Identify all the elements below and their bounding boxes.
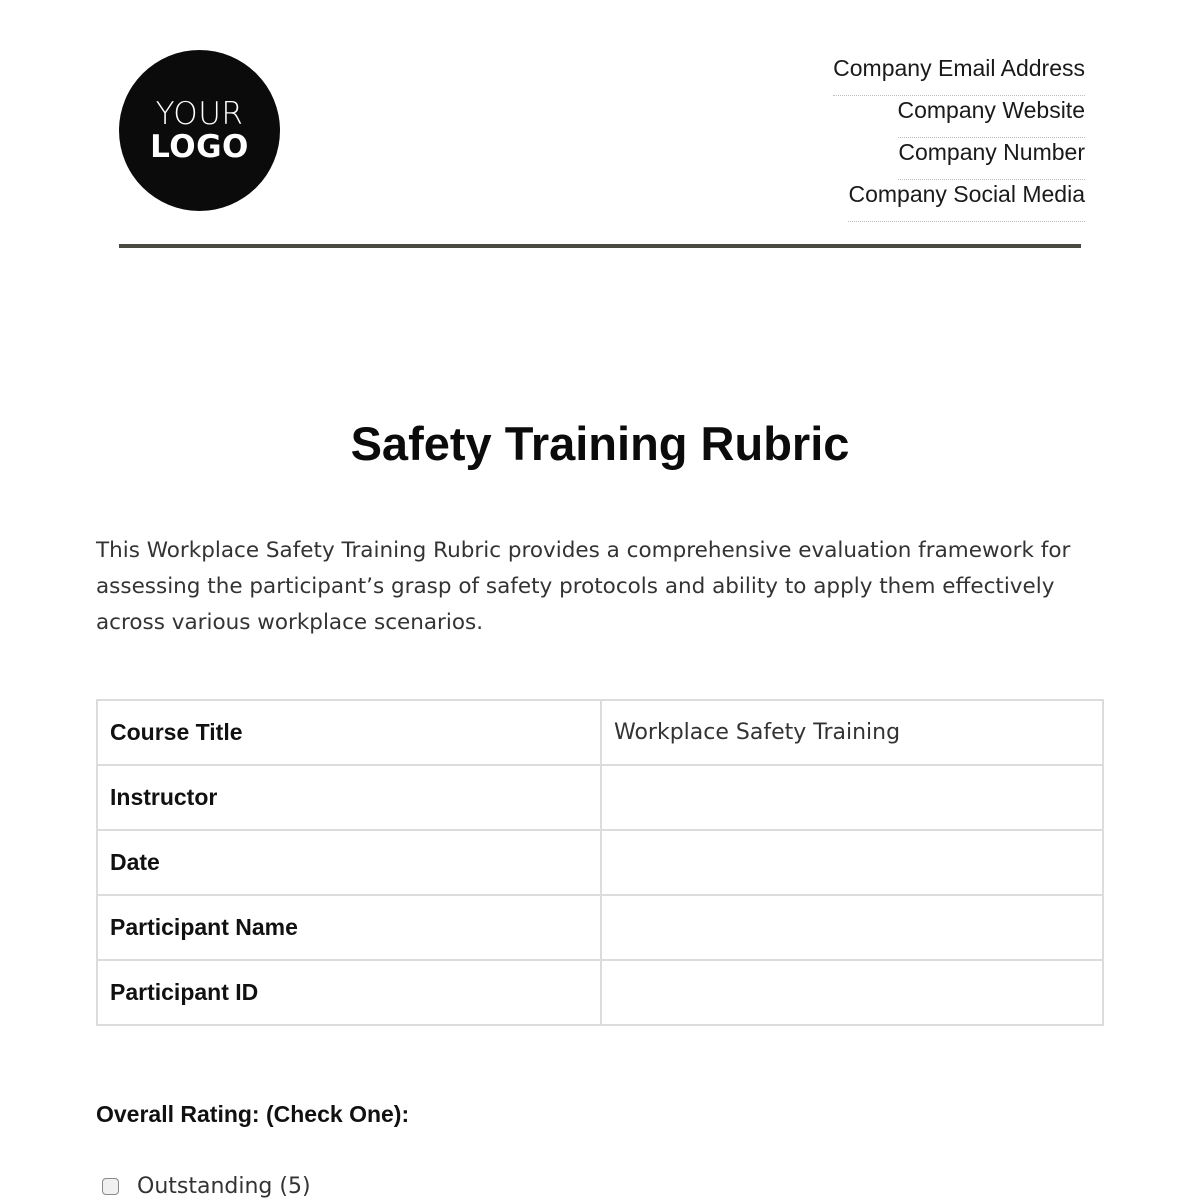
overall-rating-heading: Overall Rating: (Check One): [96,1101,410,1127]
table-row [97,700,1103,765]
instructor-value[interactable] [601,765,1103,830]
company-logo [119,50,280,211]
company-contact-block [833,54,1085,222]
course-title-label: Course Title [97,700,601,765]
outstanding-label: Outstanding (5) [137,1174,311,1199]
document-title: Safety Training Rubric [350,417,850,470]
company-social-media[interactable]: Company Social Media [848,180,1085,222]
company-number[interactable]: Company Number [898,138,1085,180]
company-email[interactable]: Company Email Address [833,54,1085,96]
date-label: Date [97,830,601,895]
header-divider [119,244,1081,248]
course-title-value[interactable]: Workplace Safety Training [601,700,1103,765]
document-intro: This Workplace Safety Training Rubric provides a comprehensive evaluation framework for assessing the participant’s grasp of safety protocols and ability to apply them effectively across various workplace scenarios. [96,538,1071,635]
rating-option-outstanding[interactable] [102,1174,311,1199]
participant-name-value[interactable] [601,895,1103,960]
instructor-label: Instructor [97,765,601,830]
outstanding-checkbox[interactable] [102,1178,119,1195]
logo-line-2: LOGO [150,128,249,165]
logo-line-1: YOUR [155,95,244,132]
participant-name-label: Participant Name [97,895,601,960]
table-row [97,960,1103,1025]
participant-id-value[interactable] [601,960,1103,1025]
table-row [97,765,1103,830]
participant-id-label: Participant ID [97,960,601,1025]
course-info-table [96,699,1104,1026]
table-row [97,830,1103,895]
table-row [97,895,1103,960]
date-value[interactable] [601,830,1103,895]
company-website[interactable]: Company Website [898,96,1086,138]
